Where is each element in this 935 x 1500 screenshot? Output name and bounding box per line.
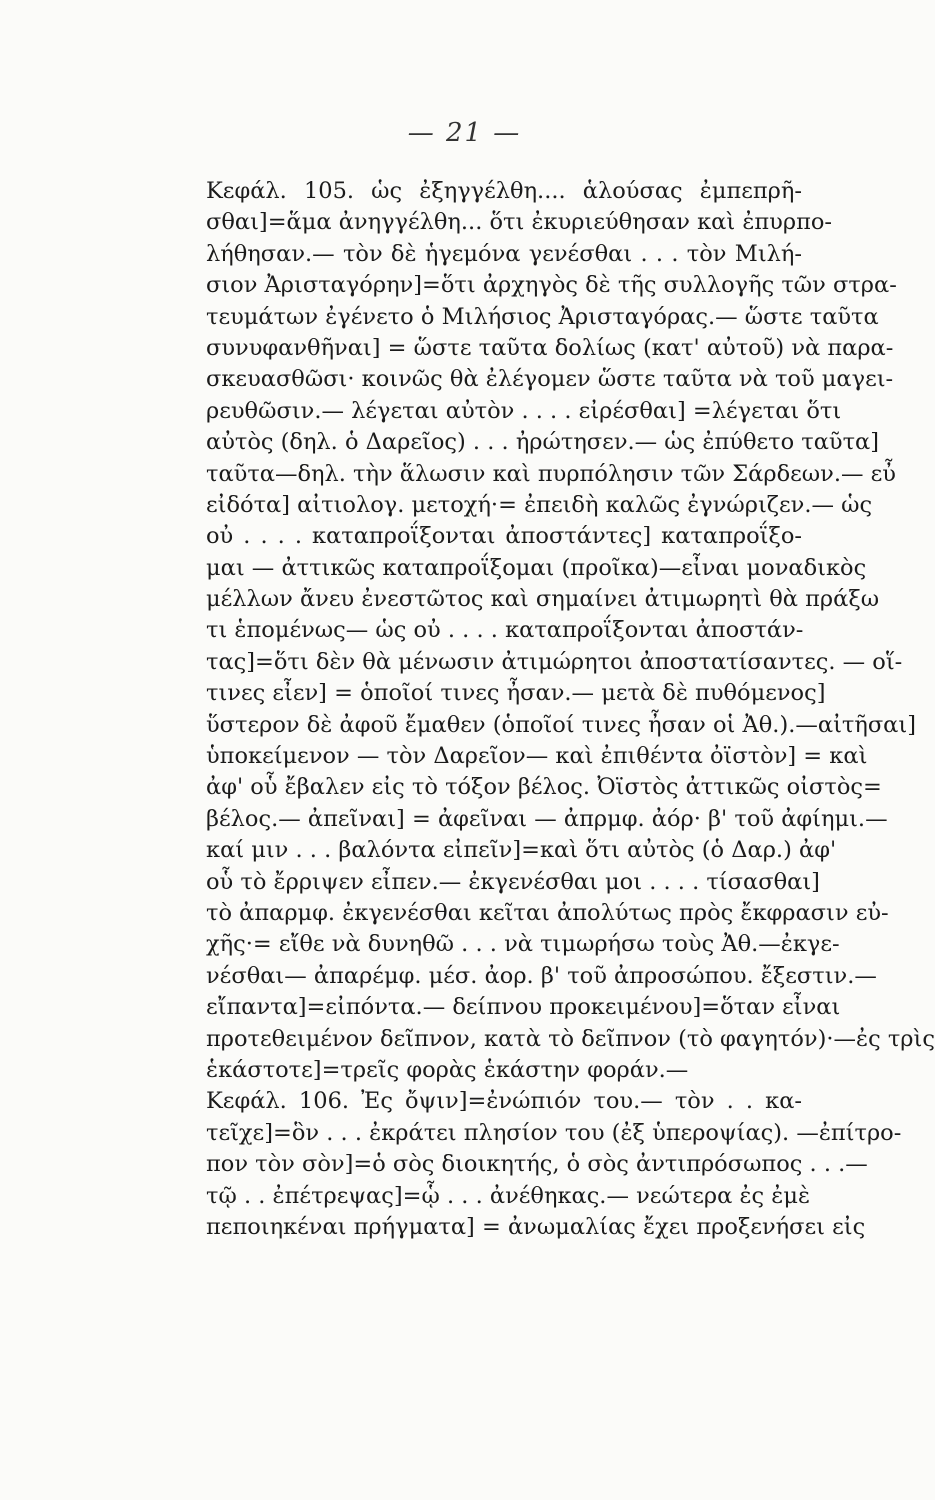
text-line: μαι — ἀττικῶς καταπροΐξομαι (προῖκα)—εἶναι μοναδικὸς [206,554,867,581]
text-line: χῆς·= εἴθε νὰ δυνηθῶ . . . νὰ τιμωρήσω τοὺς Ἀθ.—ἐκγε- [206,931,840,958]
text-line: τῷ . . ἐπέτρεψας]=ᾧ . . . ἀνέθηκας.— νεώτερα ἐς ἐμὲ [206,1182,811,1209]
text-line: ρευθῶσιν.— λέγεται αὐτὸν . . . . εἰρέσθαι] =λέγεται ὅτι [206,397,842,424]
text-line: ὕστερον δὲ ἀφοῦ ἔμαθεν (ὁποῖοί τινες ἦσαν οἱ Ἀθ.).—αἰτῆσαι] [206,711,916,738]
text-line: τευμάτων ἐγένετο ὁ Μιλήσιος Ἀρισταγόρας.— ὥστε ταῦτα [206,303,879,330]
text-line: πεποιηκέναι πρήγματα] = ἀνωμαλίας ἔχει προξενήσει εἰς [206,1213,866,1240]
text-line: τινες εἶεν] = ὁποῖοί τινες ἦσαν.— μετὰ δὲ πυθόμενος] [206,680,826,707]
text-line: λήθησαν.— τὸν δὲ ἡγεμόνα γενέσθαι . . . τὸν Μιλή- [206,240,802,267]
text-line: εἴπαντα]=εἰπόντα.— δείπνου προκειμένου]=ὅταν εἶναι [206,994,841,1021]
text-line: βέλος.— ἀπεῖναι] = ἀφεῖναι — ἀπρμφ. ἀόρ· β' τοῦ ἀφίημι.— [206,805,888,832]
text-line: Κεφάλ. 106. Ἐς ὄψιν]=ἐνώπιόν του.— τὸν . . κα- [206,1088,802,1115]
text-line: συνυφανθῆναι] = ὥστε ταῦτα δολίως (κατ' αὐτοῦ) νὰ παρα- [206,334,894,361]
text-line: ταῦτα—δηλ. τὴν ἅλωσιν καὶ πυρπόλησιν τῶν Σάρδεων.— εὖ [206,460,896,487]
text-line: Κεφάλ. 105. ὡς ἐξηγγέλθη.... ἁλούσας ἐμπεπρῆ- [206,178,802,204]
text-line: σκευασθῶσι· κοινῶς θὰ ἐλέγομεν ὥστε ταῦτα νὰ τοῦ μαγει- [206,366,894,393]
commentary-text [206,176,935,1243]
text-line: εἰδότα] αἰτιολογ. μετοχή·= ἐπειδὴ καλῶς ἐγνώριζεν.— ὡς [206,491,873,518]
text-line: οὐ . . . . καταπροΐξονται ἀποστάντες] καταπροΐξο- [206,523,802,550]
text-line: νέσθαι— ἀπαρέμφ. μέσ. ἀορ. β' τοῦ ἀπροσώπου. ἔξεστιν.— [206,962,877,989]
text-line: οὗ τὸ ἔρριψεν εἶπεν.— ἐκγενέσθαι μοι . . . . τίσασθαι] [206,868,820,895]
text-line: αὐτὸς (δηλ. ὁ Δαρεῖος) . . . ἠρώτησεν.— ὡς ἐπύθετο ταῦτα] [206,429,880,456]
text-line: τι ἑπομένως— ὡς οὐ . . . . καταπροΐξονται ἀποστάν- [206,617,804,644]
page-number: — 21 — [407,118,522,148]
text-line: σιον Ἀρισταγόρην]=ὅτι ἀρχηγὸς δὲ τῆς συλλογῆς τῶν στρα- [206,272,897,299]
text-line: καί μιν . . . βαλόντα εἰπεῖν]=καὶ ὅτι αὐτὸς (ὁ Δαρ.) ἀφ' [206,837,837,864]
text-line: ἀφ' οὗ ἔβαλεν εἰς τὸ τόξον βέλος. Ὀϊστὸς ἀττικῶς οἰστὸς= [206,774,882,801]
text-line: τεῖχε]=ὃν . . . ἐκράτει πλησίον του (ἐξ ὑπεροψίας). —ἐπίτρο- [206,1119,902,1146]
text-line: σθαι]=ἅμα ἀνηγγέλθη... ὅτι ἐκυριεύθησαν καὶ ἐπυρπο- [206,209,833,236]
text-line: μέλλων ἄνευ ἐνεστῶτος καὶ σημαίνει ἀτιμωρητὶ θὰ πράξω [206,586,880,613]
text-line: πον τὸν σὸν]=ὁ σὸς διοικητής, ὁ σὸς ἀντιπρόσωπος . . .— [206,1151,868,1178]
text-line: προτεθειμένον δεῖπνον, κατὰ τὸ δεῖπνον (τὸ φαγητόν)·—ἐς τρὶς [206,1025,935,1052]
text-line: τὸ ἀπαρμφ. ἐκγενέσθαι κεῖται ἀπολύτως πρὸς ἔκφρασιν εὐ- [206,899,889,926]
text-line: ὑποκείμενον — τὸν Δαρεῖον— καὶ ἐπιθέντα ὀϊστὸν] = καὶ [206,743,868,770]
text-line: ἑκάστοτε]=τρεῖς φορὰς ἑκάστην φοράν.— [206,1056,689,1083]
text-line: τας]=ὅτι δὲν θὰ μένωσιν ἀτιμώρητοι ἀποστατίσαντες. — οἵ- [206,648,903,675]
